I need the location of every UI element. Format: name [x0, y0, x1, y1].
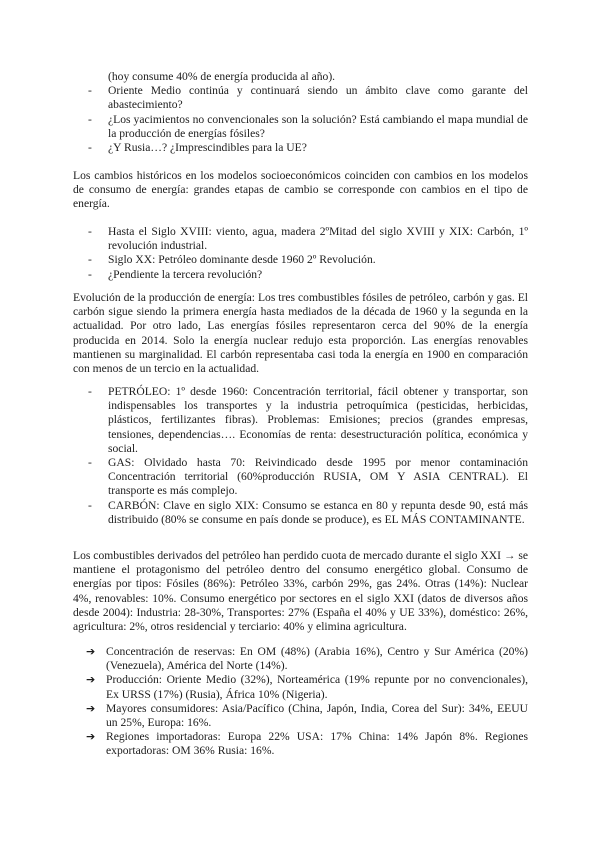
list-item [0, 268, 600, 282]
list-item-text: Mayores consumidores: Asia/Pacífico (China, Japón, India, Corea del Sur): 34%, EEUU un 25%, Europa: 16%. [106, 701, 528, 730]
list-item-text: Regiones importadoras: Europa 22% USA: 17% China: 14% Japón 8%. Regiones exportadoras: OM 36% Rusia: 16%. [106, 730, 528, 758]
top-question-list [0, 70, 600, 155]
bullet: - [88, 225, 92, 238]
list-item-text: Oriente Medio continúa y continuará siendo un ámbito clave como garante del abastecimiento? [108, 84, 528, 112]
list-item-text: PETRÓLEO: 1º desde 1960: Concentración territorial, fácil obtener y transportar, son indispensables los transportes y la industria petroquímica (pesticidas, herbicidas, plásticos, fertilizantes fibras). Problemas: Emisiones; precios (grandes empresas, tensiones, dependencias…. Economías de renta: desestructuración política, económica y social. [108, 385, 528, 455]
list-item [0, 84, 600, 112]
list-item [0, 141, 600, 155]
list-item [0, 702, 600, 730]
list-item [0, 730, 600, 758]
bullet: - [88, 141, 92, 155]
paragraph-cambios-historicos: Los cambios históricos en los modelos socioeconómicos coinciden con cambios en los modelos de consumo de energía: grandes etapas de cambio se corresponde con cambios en el tipo de energía. [73, 169, 528, 211]
list-item [0, 225, 600, 253]
etapas-list [0, 225, 600, 282]
arrow-icon: ➔ [86, 730, 96, 744]
list-item [0, 499, 600, 527]
list-item-text: GAS: Olvidado hasta 70: Reivindicado desde 1995 por menor contaminación Concentración territorial (60%producción RUSIA, OM Y ASIA CENTRAL). El transporte es más complejo. [108, 456, 528, 498]
list-item-text: (hoy consume 40% de energía producida al año). [108, 70, 336, 83]
list-item-text: Concentración de reservas: En OM (48%) (Arabia 16%), Centro y Sur América (20%) (Venezuela), América del Norte (14%). [106, 645, 528, 673]
paragraph-combustibles-derivados: Los combustibles derivados del petróleo han perdido cuota de mercado durante el siglo XXI → se mantiene el protagonismo del petróleo dentro del consumo energético global. Consumo de energías por tipos: Fósiles (86%): Petróleo 33%, carbón 29%, gas 24%. Otras (14%): Nuclear 4%, renovables: 10%. Consumo energético por sectores en el siglo XXI (datos de diversos años desde 2004): Industria: 28-30%, Transportes: 27% (España el 40% y UE 33%), doméstico: 26%, agricultura: 2%, otros residencial y terciario: 40% y elimina agricultura. [73, 549, 528, 634]
bullet: - [88, 267, 92, 281]
list-item-text: Siglo XX: Petróleo dominante desde 1960 2º Revolución. [108, 253, 376, 267]
combustibles-list [0, 385, 600, 527]
list-item-text: ¿Los yacimientos no convencionales son la solución? Está cambiando el mapa mundial de la producción de energías fósiles? [108, 112, 528, 140]
arrow-icon: ➔ [86, 645, 96, 658]
bullet: - [88, 385, 92, 398]
bullet: - [88, 112, 92, 126]
paragraph-evolucion-produccion: Evolución de la producción de energía: Los tres combustibles fósiles de petróleo, carbón y gas. El carbón sigue siendo la primera energía hasta mediados de la década de 1960 y la segunda en la actualidad. Por otro lado, Las energías fósiles representaron cerca del 90% de la energía producida en 2014. Solo la energía nuclear redujo esta proporción. Las energías renovables mantienen su marginalidad. El carbón representaba casi toda la energía en 1900 en comparación con menos de un tercio en la actualidad. [73, 291, 528, 376]
list-item-text: Producción: Oriente Medio (32%), Norteamérica (19% repunte por no convencionales), Ex URSS (17%) (Rusia), África 10% (Nigeria). [106, 673, 528, 701]
list-item-text: ¿Pendiente la tercera revolución? [108, 267, 263, 281]
regiones-list [0, 645, 600, 759]
list-item [0, 113, 600, 141]
list-item [0, 385, 600, 456]
bullet: - [88, 498, 92, 512]
list-item [0, 645, 600, 673]
bullet: - [88, 253, 92, 267]
arrow-icon: ➔ [86, 701, 96, 715]
arrow-icon: ➔ [86, 673, 96, 687]
list-item-text: CARBÓN: Clave en siglo XIX: Consumo se estanca en 80 y repunta desde 90, está más distribuido (80% se consume en país donde se produce), es EL MÁS CONTAMINANTE. [108, 498, 528, 526]
bullet: - [88, 84, 92, 98]
list-item [0, 253, 600, 267]
list-item [0, 456, 600, 499]
list-item-text: Hasta el Siglo XVIII: viento, agua, madera 2ºMitad del siglo XVIII y XIX: Carbón, 1º revolución industrial. [108, 225, 528, 253]
list-item [0, 70, 600, 84]
bullet: - [88, 456, 92, 470]
list-item [0, 673, 600, 701]
list-item-text: ¿Y Rusia…? ¿Imprescindibles para la UE? [108, 141, 307, 155]
